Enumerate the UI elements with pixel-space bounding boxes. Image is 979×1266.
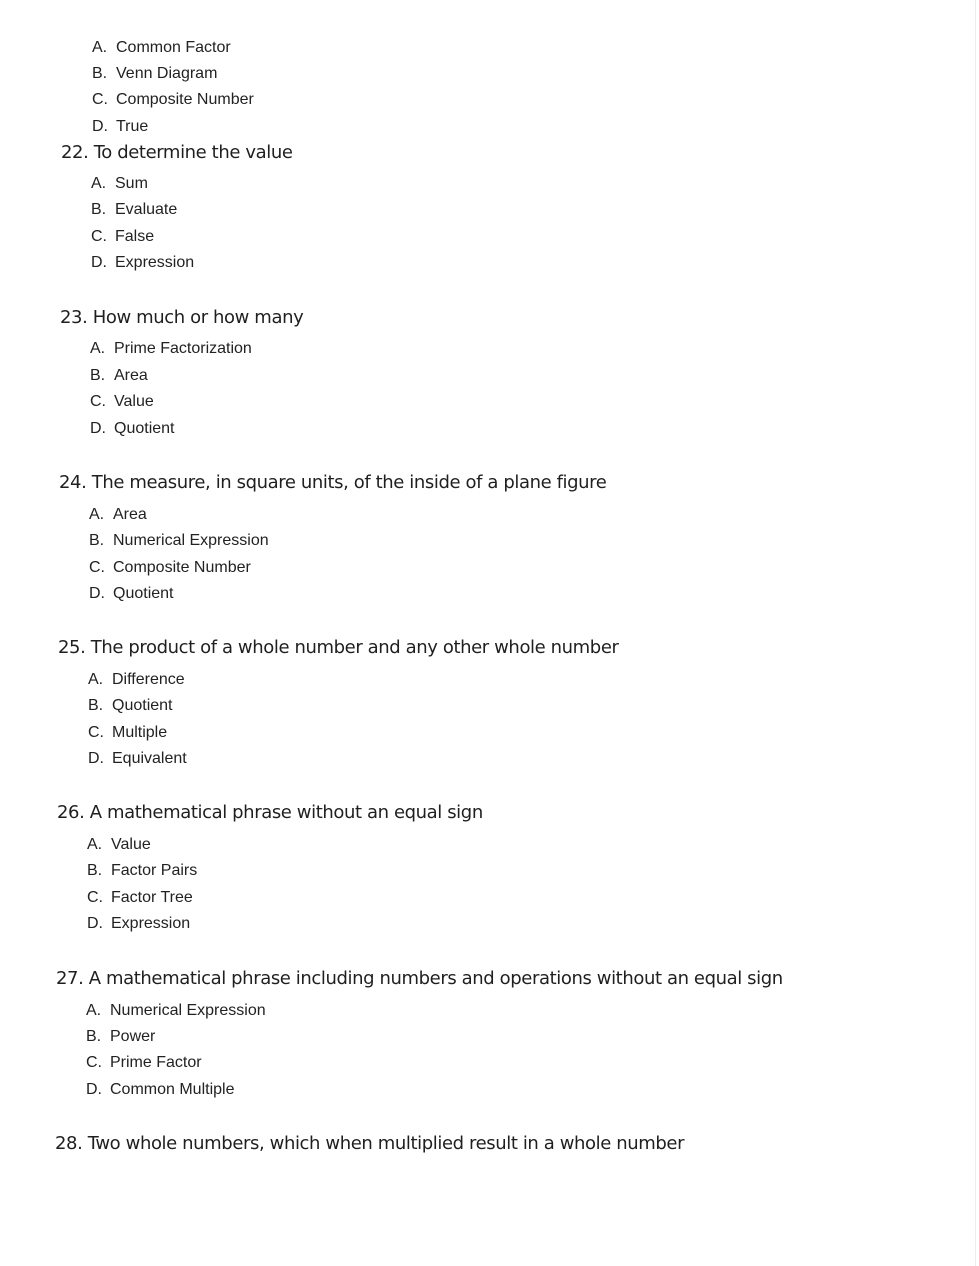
- q26-option-a: [87, 835, 151, 855]
- option-letter: B.: [86, 1028, 102, 1045]
- q27-prompt: 27. A mathematical phrase including numbers and operations without an equal sign: [56, 968, 783, 989]
- option-text: Numerical Expression: [110, 1002, 266, 1019]
- option-text: Evaluate: [115, 201, 178, 218]
- option-text: Prime Factor: [110, 1054, 202, 1071]
- q24-prompt: 24. The measure, in square units, of the inside of a plane figure: [59, 472, 607, 493]
- option-text: Expression: [115, 254, 195, 271]
- option-letter: C.: [90, 393, 106, 410]
- option-letter: D.: [92, 118, 108, 135]
- q22-prompt: 22. To determine the value: [61, 142, 293, 163]
- option-letter: B.: [87, 862, 103, 879]
- q25-option-d: [88, 749, 187, 769]
- q22-option-d: [91, 253, 194, 273]
- option-text: Venn Diagram: [116, 65, 218, 82]
- option-text: False: [115, 228, 155, 245]
- option-text: Area: [113, 506, 147, 523]
- option-text: True: [116, 118, 149, 135]
- option-letter: D.: [86, 1081, 102, 1098]
- option-letter: D.: [90, 420, 106, 437]
- option-letter: C.: [87, 889, 103, 906]
- q28-prompt: 28. Two whole numbers, which when multiplied result in a whole number: [55, 1133, 685, 1154]
- q22-option-c: [91, 227, 154, 247]
- option-text: Multiple: [112, 724, 168, 741]
- option-letter: B.: [92, 65, 108, 82]
- option-text: Equivalent: [112, 750, 187, 767]
- option-text: Common Multiple: [110, 1081, 235, 1098]
- q23-option-c: [90, 392, 154, 412]
- q27-option-a: [86, 1001, 266, 1021]
- option-text: Prime Factorization: [114, 340, 252, 357]
- option-text: Factor Pairs: [111, 862, 198, 879]
- option-letter: B.: [91, 201, 107, 218]
- option-letter: C.: [91, 228, 107, 245]
- q27-option-c: [86, 1053, 202, 1073]
- option-letter: C.: [89, 559, 105, 576]
- q23-option-d: [90, 419, 174, 439]
- q24-option-c: [89, 558, 251, 578]
- option-letter: D.: [91, 254, 107, 271]
- option-letter: D.: [87, 915, 103, 932]
- q21-option-d: [92, 117, 148, 137]
- option-text: Expression: [111, 915, 191, 932]
- option-letter: B.: [88, 697, 104, 714]
- q27-option-d: [86, 1080, 234, 1100]
- q24-option-a: [89, 505, 147, 525]
- option-text: Common Factor: [116, 39, 231, 56]
- option-text: Power: [110, 1028, 156, 1045]
- q25-option-a: [88, 670, 185, 690]
- q21-option-b: [92, 64, 217, 84]
- q22-option-a: [91, 174, 148, 194]
- option-text: Sum: [115, 175, 148, 192]
- q23-option-b: [90, 366, 148, 386]
- option-letter: A.: [86, 1002, 102, 1019]
- option-text: Quotient: [114, 420, 175, 437]
- option-letter: D.: [89, 585, 105, 602]
- option-text: Composite Number: [116, 91, 254, 108]
- option-text: Factor Tree: [111, 889, 193, 906]
- q26-prompt: 26. A mathematical phrase without an equal sign: [57, 802, 483, 823]
- option-letter: D.: [88, 750, 104, 767]
- option-letter: C.: [92, 91, 108, 108]
- option-letter: A.: [88, 671, 104, 688]
- option-letter: C.: [86, 1054, 102, 1071]
- q23-option-a: [90, 339, 252, 359]
- q25-prompt: 25. The product of a whole number and any other whole number: [58, 637, 619, 658]
- q24-option-d: [89, 584, 173, 604]
- option-text: Composite Number: [113, 559, 251, 576]
- option-letter: B.: [90, 367, 106, 384]
- option-text: Area: [114, 367, 148, 384]
- q25-option-c: [88, 723, 167, 743]
- option-letter: A.: [92, 39, 108, 56]
- option-text: Value: [111, 836, 151, 853]
- q26-option-b: [87, 861, 197, 881]
- q22-option-b: [91, 200, 177, 220]
- q26-option-c: [87, 888, 193, 908]
- q21-option-c: [92, 90, 254, 110]
- page-edge-line: [975, 0, 976, 1266]
- q24-option-b: [89, 531, 269, 551]
- option-text: Numerical Expression: [113, 532, 269, 549]
- option-text: Quotient: [112, 697, 173, 714]
- option-text: Value: [114, 393, 154, 410]
- option-letter: C.: [88, 724, 104, 741]
- option-letter: A.: [87, 836, 103, 853]
- option-letter: A.: [91, 175, 107, 192]
- q27-option-b: [86, 1027, 155, 1047]
- q23-prompt: 23. How much or how many: [60, 307, 304, 328]
- q21-option-a: [92, 38, 231, 58]
- option-letter: A.: [89, 506, 105, 523]
- option-text: Difference: [112, 671, 185, 688]
- option-letter: B.: [89, 532, 105, 549]
- option-text: Quotient: [113, 585, 174, 602]
- q25-option-b: [88, 696, 172, 716]
- q26-option-d: [87, 914, 190, 934]
- option-letter: A.: [90, 340, 106, 357]
